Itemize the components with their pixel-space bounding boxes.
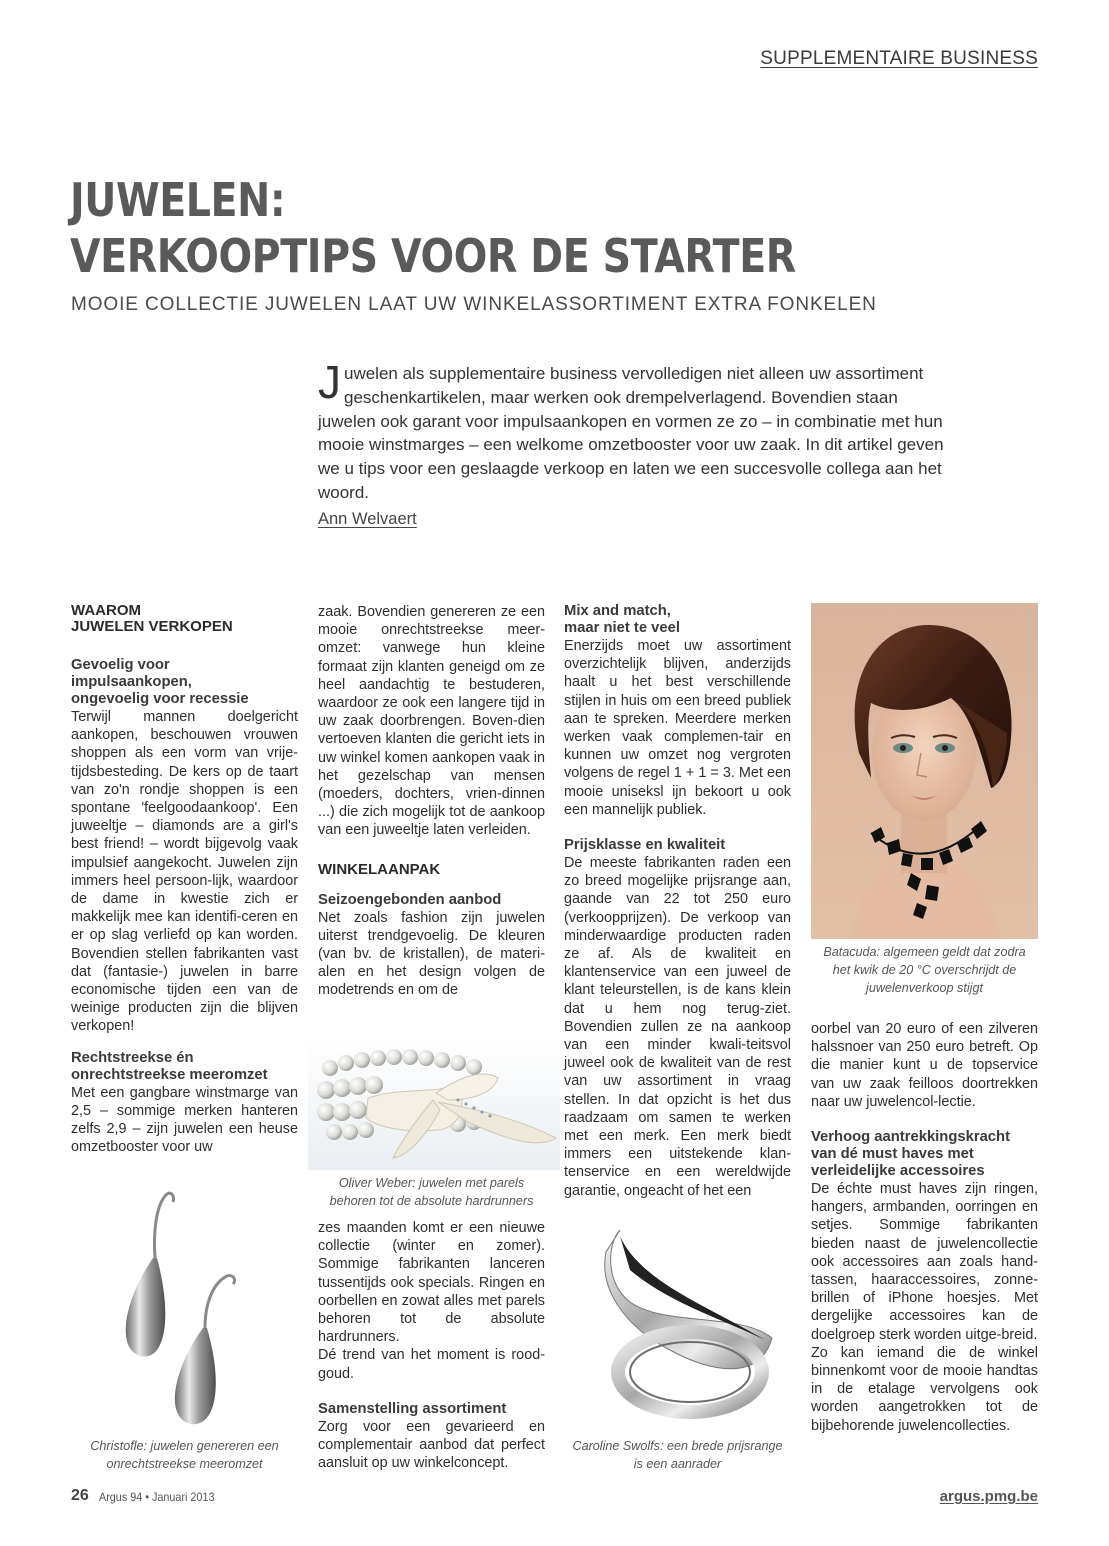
article-title	[70, 172, 844, 284]
body-paragraph: De meeste fabrikanten raden een zo breed mogelijke prijsrange aan, gaande van 22 tot 250 euro (verkoopprijzen). De verkoop van minderwaardige producten raden ze af. Als de kwaliteit en klantenservice van een juweel de klant teleurstellen, is de kans klein dat u hem nog terug-ziet. Bovendien zullen ze na aankoop van een minder kwali-teitsvol juweel ook de kwaliteit van de rest van uw assortiment in vraag stellen. In dat opzicht is het dus raadzaam om samen te werken met een merk. Een merk biedt immers een uitstekende klan-tenservice en een wereldwijde garantie, ongeacht of het een	[564, 855, 791, 1199]
subheading-samenstelling: Samenstelling assortiment	[318, 1400, 507, 1417]
website-link[interactable]: argus.pmg.be	[939, 1488, 1038, 1505]
caption-oliver-weber	[318, 1174, 545, 1210]
pearl-bracelet-photo	[308, 1038, 560, 1170]
caption-line: Christofle: juwelen genereren een	[90, 1439, 279, 1453]
caption-line: onrechtstreekse meeromzet	[106, 1457, 263, 1471]
column-3	[564, 603, 791, 1200]
body-paragraph: Zo kan iemand die de winkel binnenkomt voor de mooie handtas in de etalage vervolgens ook worden aangetrokken tot de bijbehorende juwelencollecties.	[811, 1344, 1038, 1434]
caption-batacuda	[811, 943, 1038, 997]
subheading-aantrekkingskracht	[811, 1129, 1038, 1180]
model-photo	[811, 603, 1038, 939]
body-paragraph: Terwijl mannen doelgericht aankopen, beschouwen vrouwen shoppen als een vorm van vrije-tijdsbesteding. De kers op de taart van zo'n rondje shoppen is een spontane 'feelgoodaankoop'. Een juweeltje – diamonds are a girl's best friend! – wordt bijgevolg vaak impulsief aangekocht. Juwelen zijn immers heel persoon-lijk, waardoor de dame in kwestie zich er makkelijk mee kan identifi-ceren en er op slag verliefd op kan worden. Bovendien stellen fabrikanten vast dat (fantasie-) juwelen in barre economische tijden een van de weinige producten zijn die blijven verkopen!	[71, 709, 298, 1035]
caption-line: behoren tot de absolute hardrunners	[329, 1194, 534, 1208]
caption-line: Oliver Weber: juwelen met parels	[338, 1176, 525, 1190]
subheading-line: onrechtstreekse meeromzet	[71, 1066, 268, 1083]
page-number: 26	[71, 1487, 89, 1504]
drop-cap: J	[318, 356, 341, 408]
earrings-photo	[95, 1188, 275, 1428]
column-4	[811, 1020, 1038, 1435]
title-line-1: JUWELEN:	[70, 173, 286, 227]
magazine-issue: Argus 94 • Januari 2013	[99, 1490, 215, 1504]
subheading-line: Verhoog aantrekkingskracht	[811, 1129, 1011, 1146]
subheading-meeromzet	[71, 1050, 298, 1084]
ring-icon	[590, 1222, 780, 1422]
subheading-impulsaankopen	[71, 657, 298, 708]
subheading-prijsklasse: Prijsklasse en kwaliteit	[564, 837, 726, 854]
ring-photo	[590, 1222, 780, 1422]
column-1	[71, 603, 298, 1156]
body-paragraph: Net zoals fashion zijn juwelen uiterst trendgevoelig. De kleuren (van bv. de kristallen), de materi-alen en het design volgen de modetrends en om de	[318, 909, 545, 999]
body-paragraph: Met een gangbare winstmarge van 2,5 – sommige merken hanteren zelfs 2,9 – zijn juwelen een heuse omzetbooster voor uw	[71, 1084, 298, 1156]
body-paragraph: Dé trend van het moment is rood-goud.	[318, 1347, 545, 1382]
caption-line: Batacuda: algemeen geldt dat zodra	[823, 945, 1026, 959]
author-byline: Ann Welvaert	[318, 510, 417, 528]
body-paragraph: De échte must haves zijn ringen, hangers, armbanden, oorringen en setjes. Sommige fabrikanten bieden naast de juwelencollectie ook accessoires aan zoals hand-tassen, haaraccessoires, zonne-brillen of iPhone hoesjes. Met dergelijke accessoires kan de doelgroep sterk worden uitge-breid.	[811, 1181, 1038, 1343]
subheading-mix-and-match	[564, 603, 791, 637]
section-heading-winkelaanpak: WINKELAANPAK	[318, 860, 441, 878]
model-portrait-icon	[811, 603, 1038, 939]
lead-paragraph	[318, 356, 958, 505]
body-paragraph: zaak. Bovendien genereren ze een mooie onrechtstreekse meer-omzet: vanwege hun kleine formaat zijn klanten geneigd om ze heel aandachtig te bestuderen, waardoor ze ook een langere tijd in uw zaak doorbrengen. Boven-dien vertoeven klanten die gericht iets in uw winkel komen aankopen vaak in het gezelschap van mensen (moeders, dochters, vrien-dinnen ...) die zich mogelijk tot de aankoop van een juweeltje laten verleiden.	[318, 604, 545, 839]
subheading-line: van dé must haves met	[811, 1146, 974, 1163]
article-subtitle: MOOIE COLLECTIE JUWELEN LAAT UW WINKELASSORTIMENT EXTRA FONKELEN	[71, 294, 877, 315]
caption-caroline-swolfs	[564, 1437, 791, 1473]
subheading-seizoen: Seizoengebonden aanbod	[318, 891, 502, 908]
body-paragraph: oorbel van 20 euro of een zilveren halssnoer van 250 euro betreft. Op die manier kunt u de topservice van uw zaak feilloos doortrekken naar uw juwelencol-lectie.	[811, 1021, 1038, 1110]
caption-christofle	[71, 1437, 298, 1473]
section-heading-waarom	[71, 603, 298, 635]
caption-line: Caroline Swolfs: een brede prijsrange	[572, 1439, 783, 1453]
body-paragraph: Zorg voor een gevarieerd en complementair aanbod dat perfect aansluit op uw winkelconcept.	[318, 1418, 545, 1472]
subheading-line: Gevoelig voor	[71, 657, 170, 673]
body-paragraph: Enerzijds moet uw assortiment overzichtelijk blijven, anderzijds haalt u het best verschillende stijlen in huis om een breed publiek aan te spreken. Meerdere merken werken vaak complemen-tair en kunnen uw omzet nog vergroten volgens de regel 1 + 1 = 3. Met een mooie uniseksl ijn bekoort u ook een mannelijk publiek.	[564, 638, 791, 818]
body-paragraph: zes maanden komt er een nieuwe collectie (winter en zomer). Sommige fabrikanten lanceren tussentijds ook specials. Ringen en oorbellen en zowat alles met parels behoren tot de absolute hardrunners.	[318, 1220, 545, 1346]
subheading-line: impulsaankopen,	[71, 674, 192, 690]
title-line-2: VERKOOPTIPS VOOR DE STARTER	[70, 229, 796, 283]
subheading-line: verleidelijke accessoires	[811, 1163, 985, 1180]
earrings-icon	[95, 1188, 275, 1428]
caption-line: is een aanrader	[633, 1457, 722, 1471]
caption-line: het kwik de 20 °C overschrijdt de	[832, 963, 1017, 977]
subheading-line: ongevoelig voor recessie	[71, 691, 249, 707]
subheading-line: maar niet te veel	[564, 620, 680, 636]
caption-line: juwelenverkoop stijgt	[866, 981, 983, 995]
column-2-continued	[318, 1219, 545, 1472]
lead-text: uwelen als supplementaire business vervolledigen niet alleen uw assortiment geschenkartikelen, maar werken ook drempelverlagend. Bovendien staan juwelen ook garant voor impulsaankopen en vormen ze zo – in combinatie met hun mooie winstmarges – een welkome omzetbooster voor uw zaak. In dit artikel geven we u tips voor een geslaagde verkoop en laten we een succesvolle collega aan het woord.	[318, 364, 944, 502]
subheading-line: Rechtstreekse én	[71, 1049, 194, 1066]
heading-line: JUWELEN VERKOPEN	[71, 618, 233, 635]
subheading-line: Mix and match,	[564, 603, 671, 619]
column-2	[318, 603, 545, 1000]
heading-line: WAAROM	[71, 602, 141, 619]
section-tag: SUPPLEMENTAIRE BUSINESS	[760, 48, 1038, 69]
pearl-bracelet-icon	[308, 1038, 560, 1170]
